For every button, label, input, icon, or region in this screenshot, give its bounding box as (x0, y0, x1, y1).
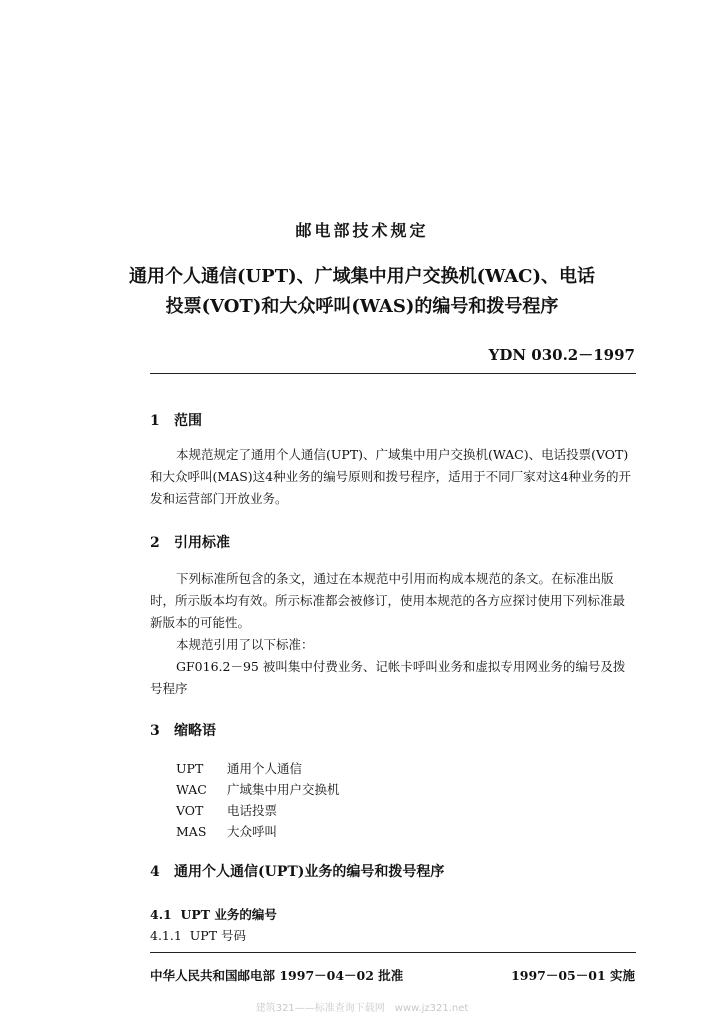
section-1-number: 1 (150, 413, 160, 429)
section-1-body (150, 444, 636, 510)
section-4-1-title: UPT 业务的编号 (180, 907, 277, 922)
section-2-paragraph-3: GF016.2－95 被叫集中付费业务、记帐卡呼叫业务和虚拟专用网业务的编号及拨号程序 (150, 659, 626, 696)
effective-date: 1997－05－01 实施 (511, 968, 635, 983)
section-2-number: 2 (150, 535, 160, 551)
abbreviation-item (176, 800, 340, 821)
section-1-paragraph: 本规范规定了通用个人通信(UPT)、广域集中用户交换机(WAC)、电话投票(VOT)和大众呼叫(MAS)这4种业务的编号原则和拨号程序，适用于不同厂家对这4种业务的开发和运营部门开放业务。 (150, 447, 632, 506)
section-4-1-heading (150, 905, 277, 923)
section-3-heading (150, 720, 216, 740)
abbreviation-definition: 广域集中用户交换机 (227, 782, 340, 797)
abbreviation-definition: 电话投票 (227, 803, 278, 818)
section-4-title: 通用个人通信(UPT)业务的编号和拨号程序 (174, 864, 445, 880)
section-4-1-1-number: 4.1.1 (150, 928, 182, 943)
footer-divider (150, 952, 636, 953)
document-title-line-2: 投票(VOT)和大众呼叫(WAS)的编号和拨号程序 (165, 296, 559, 317)
section-2-body (150, 568, 636, 700)
section-2-paragraph-1: 下列标准所包含的条文，通过在本规范中引用而构成本规范的条文。在标准出版时，所示版本均有效。所示标准都会被修订，使用本规范的各方应探讨使用下列标准最新版本的可能性。 (150, 571, 626, 630)
section-2-heading (150, 532, 230, 552)
abbreviation-term: UPT (176, 761, 204, 776)
section-4-1-1-heading (150, 926, 246, 944)
section-1-title: 范围 (174, 413, 202, 429)
abbreviation-list (176, 758, 340, 842)
abbreviation-definition: 通用个人通信 (227, 761, 303, 776)
section-3-title: 缩略语 (174, 723, 216, 739)
abbreviation-term: VOT (176, 803, 204, 818)
section-4-1-number: 4.1 (150, 907, 172, 922)
section-4-1-1-title: UPT 号码 (189, 928, 247, 943)
section-1-heading (150, 410, 202, 430)
approval-date: 中华人民共和国邮电部 1997－04－02 批准 (150, 968, 404, 983)
abbreviation-item (176, 779, 340, 800)
abbreviation-item (176, 758, 340, 779)
section-2-paragraph-2: 本规范引用了以下标准： (176, 637, 314, 652)
section-4-number: 4 (150, 864, 160, 880)
abbreviation-term: MAS (176, 824, 207, 839)
abbreviation-item (176, 821, 340, 842)
watermark-text: 建筑321——标准查询下载网 www.jz321.net (255, 1003, 469, 1014)
header-divider (150, 373, 636, 374)
abbreviation-definition: 大众呼叫 (227, 824, 278, 839)
document-number: YDN 030.2－1997 (488, 346, 635, 364)
section-3-number: 3 (150, 723, 160, 739)
section-4-heading (150, 861, 444, 881)
issuer-heading: 邮电部技术规定 (295, 221, 429, 240)
abbreviation-term: WAC (176, 782, 207, 797)
document-title-line-1: 通用个人通信(UPT)、广域集中用户交换机(WAC)、电话 (128, 266, 596, 287)
section-2-title: 引用标准 (174, 535, 230, 551)
